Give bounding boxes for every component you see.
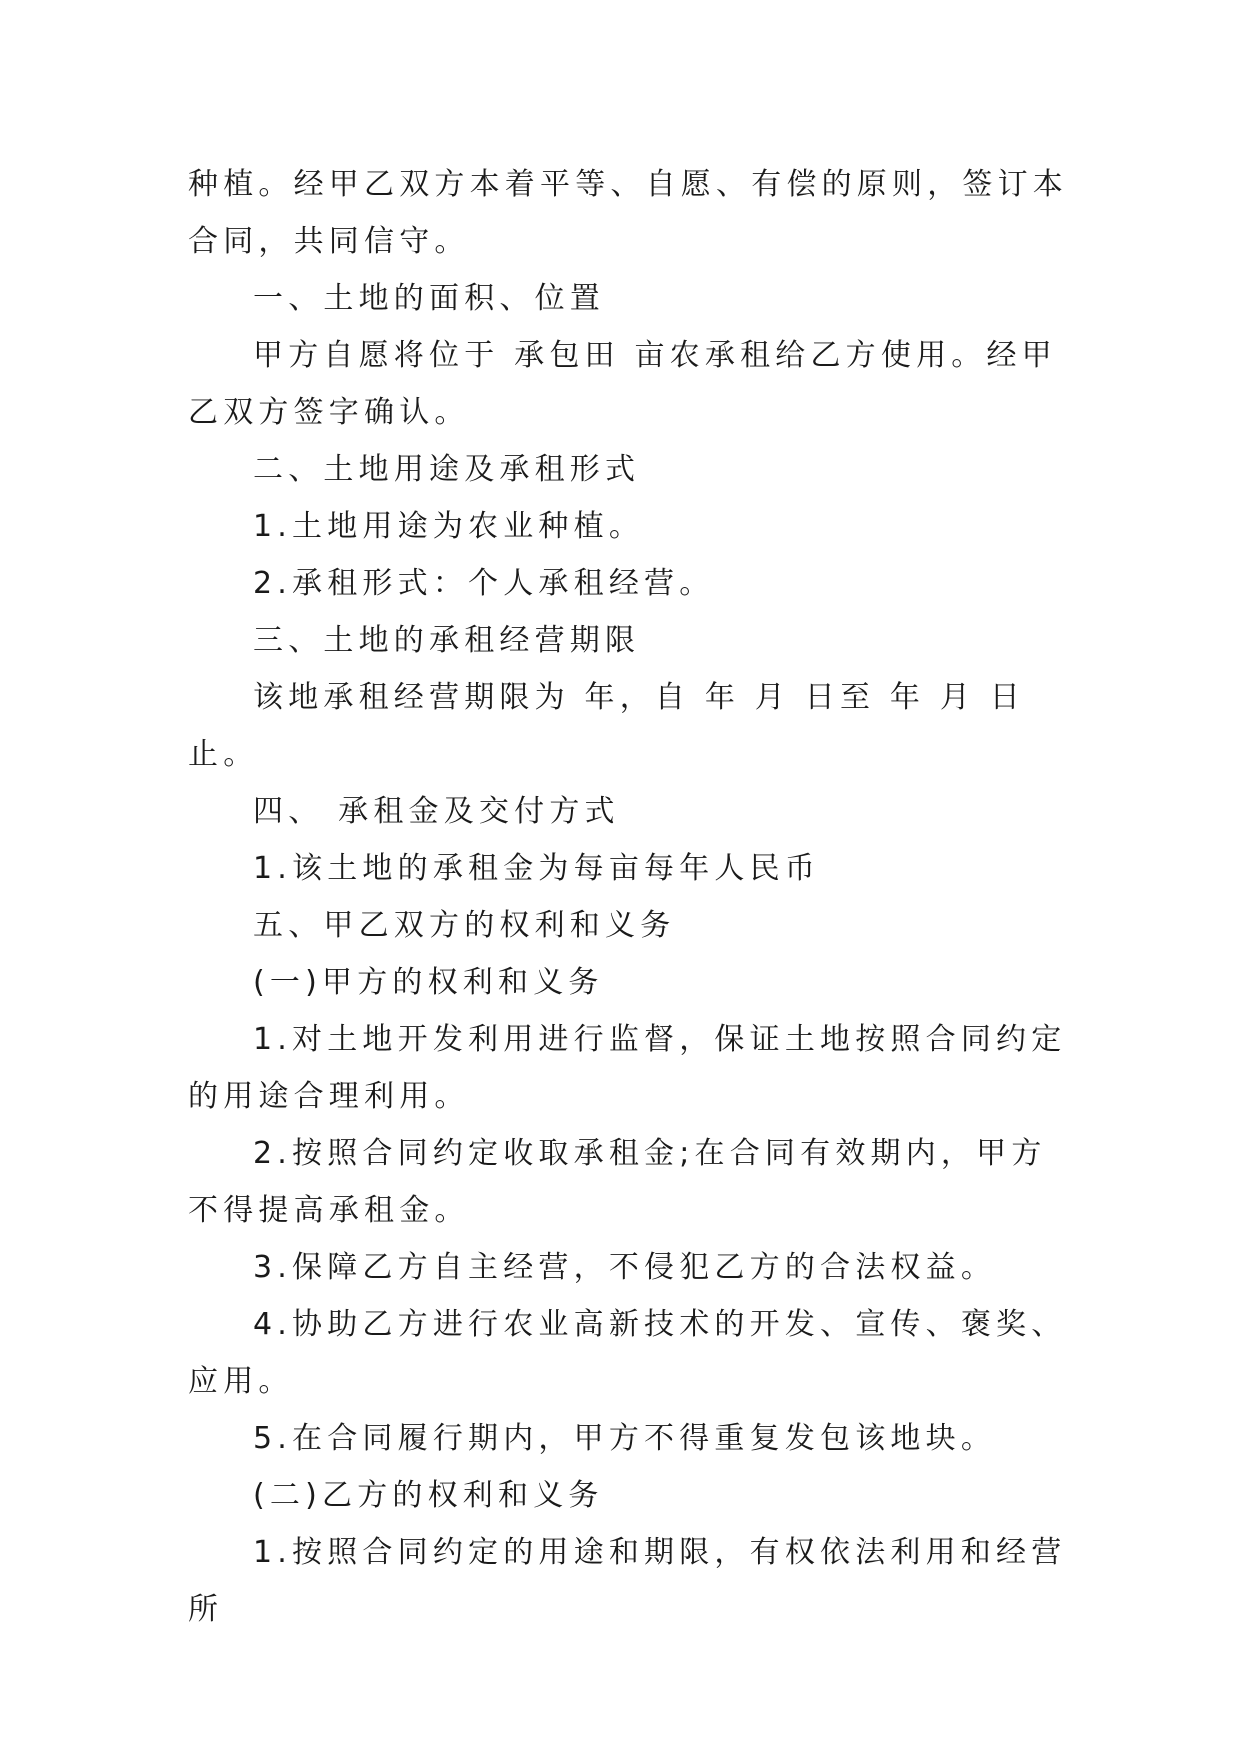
section-heading-1: 一、土地的面积、位置 [253, 281, 605, 316]
list-item: 1.对土地开发利用进行监督，保证土地按照合同约定的用途合理利用。 [188, 1022, 1067, 1114]
paragraph: 该地承租经营期限为 年，自 年 月 日至 年 月 日止。 [188, 680, 1025, 772]
list-item: 4.协助乙方进行农业高新技术的开发、宣传、褒奖、应用。 [188, 1307, 1067, 1399]
list-item: 1.按照合同约定的用途和期限，有权依法利用和经营所 [188, 1535, 1067, 1627]
section-heading-4: 四、 承租金及交付方式 [253, 794, 620, 829]
list-item: 2.按照合同约定收取承租金;在合同有效期内，甲方不得提高承租金。 [188, 1136, 1047, 1228]
section-heading-3: 三、土地的承租经营期限 [253, 623, 641, 658]
document-body [188, 156, 1068, 1638]
list-item: 1.土地用途为农业种植。 [253, 509, 645, 544]
list-item: 1.该土地的承租金为每亩每年人民币 [253, 851, 821, 886]
section-heading-5: 五、甲乙双方的权利和义务 [253, 908, 676, 943]
paragraph-intro: 种植。经甲乙双方本着平等、自愿、有偿的原则，签订本合同，共同信守。 [188, 167, 1068, 259]
list-item: 3.保障乙方自主经营，不侵犯乙方的合法权益。 [253, 1250, 997, 1285]
subsection-heading-1: (一)甲方的权利和义务 [253, 965, 604, 1000]
section-heading-2: 二、土地用途及承租形式 [253, 452, 641, 487]
paragraph: 甲方自愿将位于 承包田 亩农承租给乙方使用。经甲乙双方签字确认。 [188, 338, 1057, 430]
list-item: 2.承租形式：个人承租经营。 [253, 566, 715, 601]
list-item: 5.在合同履行期内，甲方不得重复发包该地块。 [253, 1421, 997, 1456]
subsection-heading-2: (二)乙方的权利和义务 [253, 1478, 604, 1513]
